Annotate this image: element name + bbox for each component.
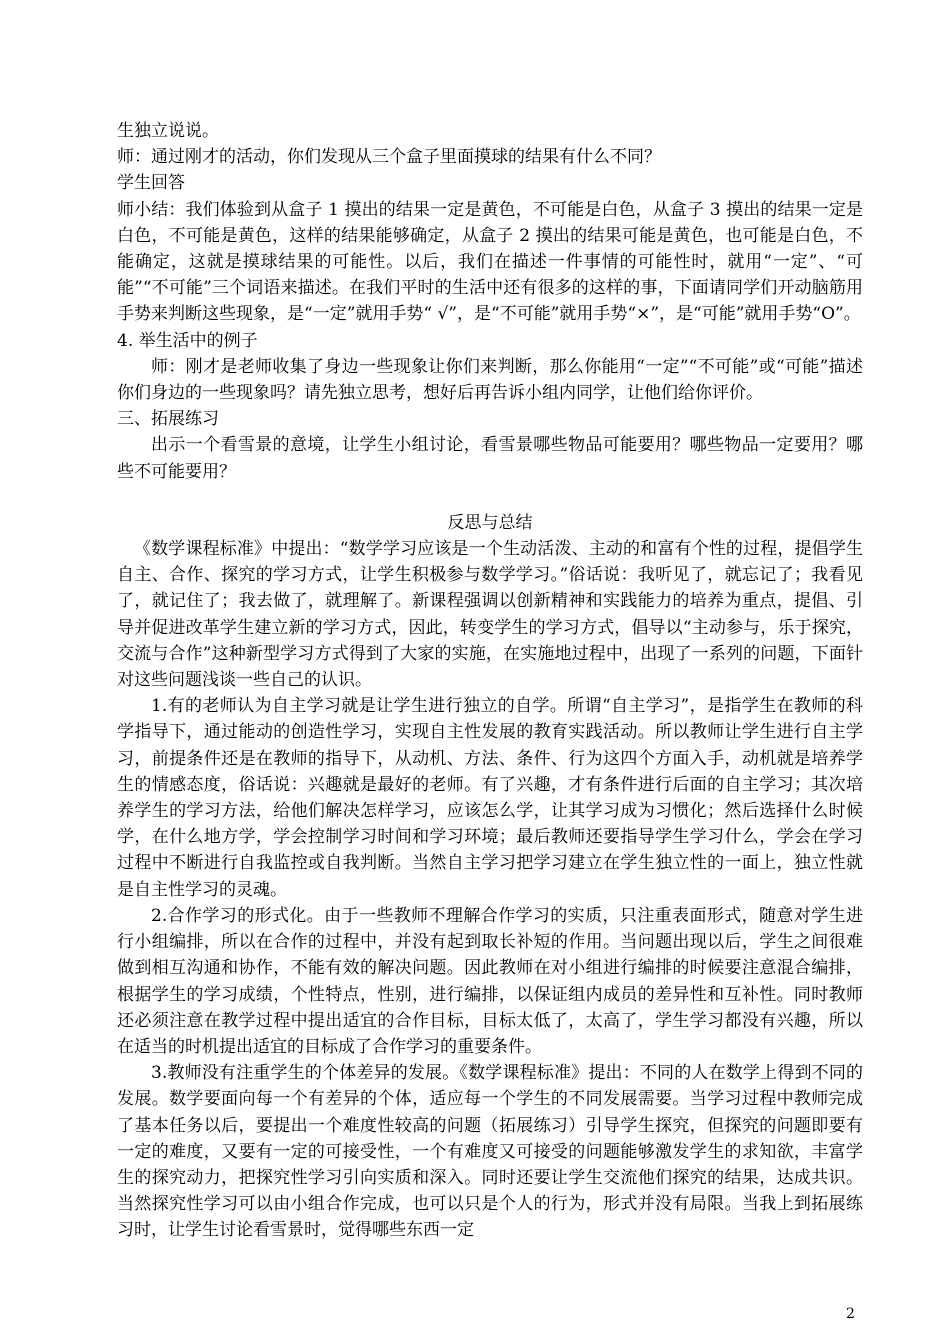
teacher-question: 师：通过刚才的活动，你们发现从三个盒子里面摸球的结果有什么不同？ xyxy=(117,147,661,168)
reflection-title: 反思与总结 xyxy=(447,512,533,533)
lesson-intro-line: 生独立说说。 xyxy=(117,121,219,141)
section3-heading: 三、拓展练习 xyxy=(117,409,219,430)
reflection-point-2: 2.合作学习的形式化。由于一些教师不理解合作学习的实质，只注重表面形式，随意对学生进行小组编排，所以在合作的过程中，并没有起到取长补短的作用。当问题出现以后，学生之间很难做到相互沟通和协作，不能有效的解决问题。因此教师在对小组进行编排的时候要注意混合编排，根据学生的学习成绩，个性特点，性别，进行编排，以保证组内成员的差异性和互补性。同时教师还必须注意在教学过程中提出适宜的合作目标，目标太低了，太高了，学生学习都没有兴趣，所以在适当的时机提出适宜的目标成了合作学习的重要条件。 xyxy=(117,905,863,1057)
document-body xyxy=(117,118,863,1244)
reflection-intro: 《数学课程标准》中提出：“数学学习应该是一个生动活泼、主动的和富有个性的过程，提倡学生自主、合作、探究的学习方式，让学生积极参与数学学习。”俗话说：我听见了，就忘记了；我看见了，就记住了；我去做了，就理解了。新课程强调以创新精神和实践能力的培养为重点，提倡、引导并促进改革学生建立新的学习方式，因此，转变学生的学习方式，倡导以“主动参与，乐于探究，交流与合作”这种新型学习方式得到了大家的实施，在实施地过程中，出现了一系列的问题，下面针对这些问题浅谈一些自己的认识。 xyxy=(117,539,863,691)
reflection-point-1: 1.有的老师认为自主学习就是让学生进行独立的自学。所谓“自主学习”，是指学生在教师的科学指导下，通过能动的创造性学习，实现自主性发展的教育实践活动。所以教师让学生进行自主学习，前提条件还是在教师的指导下，从动机、方法、条件、行为这四个方面入手，动机就是培养学生的情感态度，俗话说：兴趣就是最好的老师。有了兴趣，才有条件进行后面的自主学习；其次培养学生的学习方法，给他们解决怎样学习，应该怎么学，让其学习成为习惯化；然后选择什么时候学，在什么地方学，学会控制学习时间和学习环境；最后教师还要指导学生学习什么，学会在学习过程中不断进行自我监控或自我判断。当然自主学习把学习建立在学生独立性的一面上，独立性就是自主性学习的灵魂。 xyxy=(117,696,863,900)
student-answer: 学生回答 xyxy=(117,173,185,194)
step4-text: 师：刚才是老师收集了身边一些现象让你们来判断，那么你能用“一定”“不可能”或“可能”描述你们身边的一些现象吗？请先独立思考，想好后再告诉小组内同学，让他们给你评价。 xyxy=(117,356,863,404)
section3-text: 出示一个看雪景的意境，让学生小组讨论，看雪景哪些物品可能要用？哪些物品一定要用？哪些不可能要用？ xyxy=(117,435,863,482)
page-number: 2 xyxy=(846,1306,855,1322)
teacher-summary: 师小结：我们体验到从盒子 1 摸出的结果一定是黄色，不可能是白色，从盒子 3 摸出的结果一定是白色，不可能是黄色，这样的结果能够确定，从盒子 2 摸出的结果可能是黄色，也可能是白色，不能确定，这就是摸球结果的可能性。以后，我们在描述一件事情的可能性时，就用“一定”、“可能”“不可能”三个词语来描述。在我们平时的生活中还有很多的这样的事，下面请同学们开动脑筋用手势来判断这些现象，是“一定”就用手势“ √”，是“不可能”就用手势“×”，是“可能”就用手势“O”。 xyxy=(117,199,863,325)
reflection-point-3: 3.教师没有注重学生的个体差异的发展。《数学课程标准》提出：不同的人在数学上得到不同的发展。数学要面向每一个有差异的个体，适应每一个学生的不同发展需要。当学习过程中教师完成了基本任务以后，要提出一个难度性较高的问题（拓展练习）引导学生探究，但探究的问题即要有一定的难度，又要有一定的可接受性，一个有难度又可接受的问题能够激发学生的求知欲，丰富学生的探究动力，把探究性学习引向实质和深入。同时还要让学生交流他们探究的结果，达成共识。当然探究性学习可以由小组合作完成，也可以只是个人的行为，形式并没有局限。当我上到拓展练习时，让学生讨论看雪景时，觉得哪些东西一定 xyxy=(117,1063,863,1241)
step4-heading: 4. 举生活中的例子 xyxy=(117,330,258,351)
